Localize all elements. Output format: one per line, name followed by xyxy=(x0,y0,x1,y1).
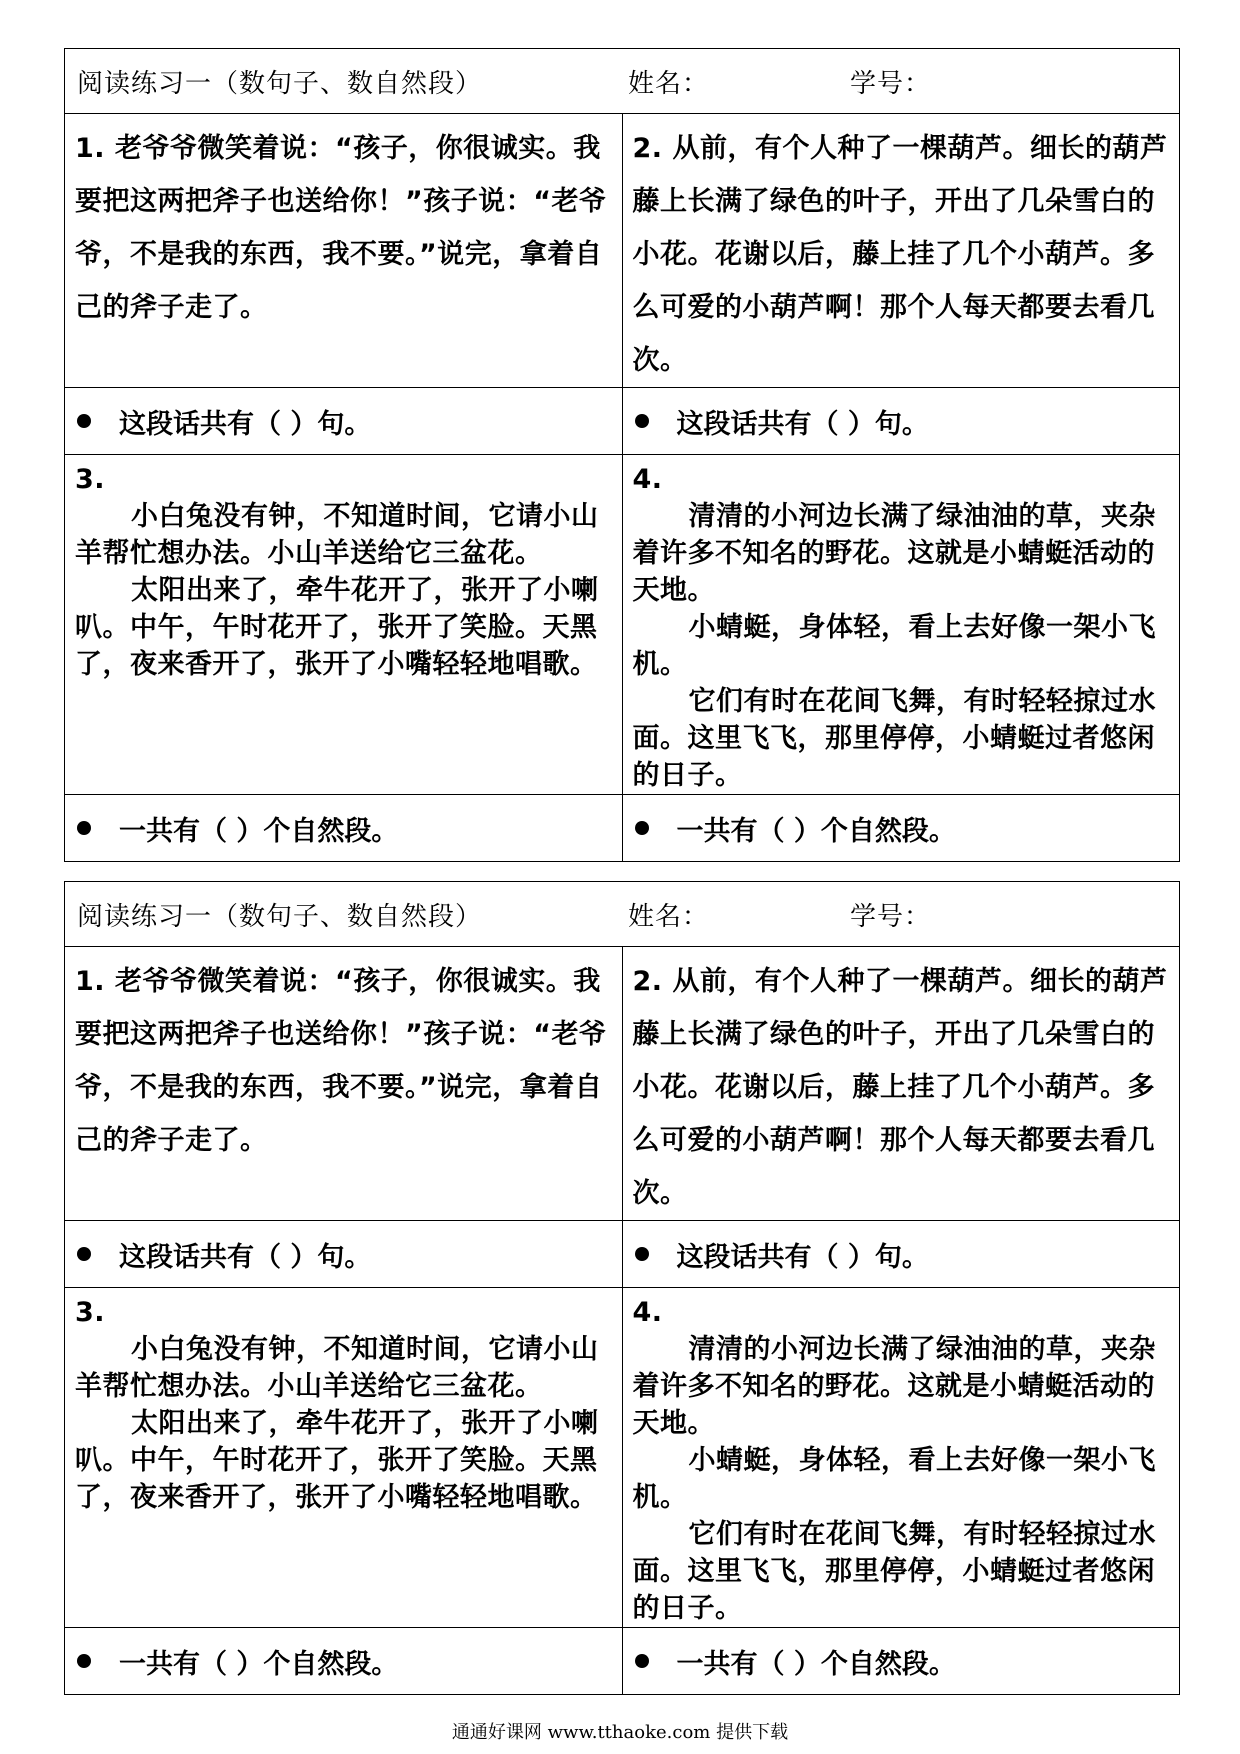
bullet-icon xyxy=(77,414,91,428)
question-1 xyxy=(65,388,623,455)
question-2-text: 这段话共有（ ）句。 xyxy=(676,408,929,440)
question-2 xyxy=(622,388,1180,455)
question-1 xyxy=(65,1221,623,1288)
paragraph: 小蜻蜓，身体轻，看上去好像一架小飞机。 xyxy=(632,1445,1156,1513)
question-4 xyxy=(622,795,1180,862)
paragraph: 清清的小河边长满了绿油油的草，夹杂着许多不知名的野花。这就是小蜻蜓活动的天地。 xyxy=(632,1334,1156,1439)
question-2 xyxy=(622,1221,1180,1288)
question-3-text: 一共有（ ）个自然段。 xyxy=(119,1648,399,1680)
bullet-icon xyxy=(635,821,649,835)
bullet-icon xyxy=(635,1247,649,1261)
student-id-label: 学号： xyxy=(850,68,932,99)
bullet-icon xyxy=(635,414,649,428)
bullet-icon xyxy=(77,1654,91,1668)
page-footer: 通通好课网 www.tthaoke.com 提供下载 xyxy=(451,1722,789,1743)
question-1-text: 这段话共有（ ）句。 xyxy=(119,408,372,440)
question-3-text: 一共有（ ）个自然段。 xyxy=(119,815,399,847)
bullet-icon xyxy=(635,1654,649,1668)
worksheet-header xyxy=(65,49,1180,114)
question-1-text: 这段话共有（ ）句。 xyxy=(119,1241,372,1273)
paragraph: 小白兔没有钟，不知道时间，它请小山羊帮忙想办法。小山羊送给它三盆花。 xyxy=(75,1334,599,1402)
question-4-text: 一共有（ ）个自然段。 xyxy=(676,815,956,847)
paragraph: 它们有时在花间飞舞，有时轻轻掠过水面。这里飞飞，那里停停，小蜻蜓过者悠闲的日子。 xyxy=(632,1519,1156,1624)
paragraph: 小蜻蜓，身体轻，看上去好像一架小飞机。 xyxy=(632,612,1156,680)
paragraph: 清清的小河边长满了绿油油的草，夹杂着许多不知名的野花。这就是小蜻蜓活动的天地。 xyxy=(632,501,1156,606)
question-3 xyxy=(65,795,623,862)
worksheet-title: 阅读练习一（数句子、数自然段） xyxy=(77,68,483,99)
passage-1: 1. 老爷爷微笑着说：“孩子，你很诚实。我要把这两把斧子也送给你！”孩子说：“老爷爷，不是我的东西，我不要。”说完，拿着自己的斧子走了。 xyxy=(65,947,623,1221)
question-4-text: 一共有（ ）个自然段。 xyxy=(676,1648,956,1680)
passage-3-number: 3. xyxy=(75,464,106,495)
passage-3 xyxy=(65,455,623,795)
name-label: 姓名： xyxy=(628,901,710,932)
paragraph: 小白兔没有钟，不知道时间，它请小山羊帮忙想办法。小山羊送给它三盆花。 xyxy=(75,501,599,569)
passage-4 xyxy=(622,1288,1180,1628)
worksheet-header xyxy=(65,882,1180,947)
passage-3 xyxy=(65,1288,623,1628)
name-label: 姓名： xyxy=(628,68,710,99)
question-2-text: 这段话共有（ ）句。 xyxy=(676,1241,929,1273)
paragraph: 太阳出来了，牵牛花开了，张开了小喇叭。中午，午时花开了，张开了笑脸。天黑了，夜来香开了，张开了小嘴轻轻地唱歌。 xyxy=(75,1408,599,1513)
worksheet-1 xyxy=(64,48,1180,862)
passage-3-number: 3. xyxy=(75,1297,106,1328)
question-4 xyxy=(622,1628,1180,1695)
question-3 xyxy=(65,1628,623,1695)
passage-4-number: 4. xyxy=(632,1297,663,1328)
student-id-label: 学号： xyxy=(850,901,932,932)
passage-2: 2. 从前，有个人种了一棵葫芦。细长的葫芦藤上长满了绿色的叶子，开出了几朵雪白的小花。花谢以后，藤上挂了几个小葫芦。多么可爱的小葫芦啊！那个人每天都要去看几次。 xyxy=(622,947,1180,1221)
passage-1: 1. 老爷爷微笑着说：“孩子，你很诚实。我要把这两把斧子也送给你！”孩子说：“老爷爷，不是我的东西，我不要。”说完，拿着自己的斧子走了。 xyxy=(65,114,623,388)
passage-4-number: 4. xyxy=(632,464,663,495)
passage-2: 2. 从前，有个人种了一棵葫芦。细长的葫芦藤上长满了绿色的叶子，开出了几朵雪白的小花。花谢以后，藤上挂了几个小葫芦。多么可爱的小葫芦啊！那个人每天都要去看几次。 xyxy=(622,114,1180,388)
paragraph: 它们有时在花间飞舞，有时轻轻掠过水面。这里飞飞，那里停停，小蜻蜓过者悠闲的日子。 xyxy=(632,686,1156,791)
worksheet-2 xyxy=(64,881,1180,1695)
bullet-icon xyxy=(77,1247,91,1261)
passage-4 xyxy=(622,455,1180,795)
paragraph: 太阳出来了，牵牛花开了，张开了小喇叭。中午，午时花开了，张开了笑脸。天黑了，夜来香开了，张开了小嘴轻轻地唱歌。 xyxy=(75,575,599,680)
worksheet-title: 阅读练习一（数句子、数自然段） xyxy=(77,901,483,932)
bullet-icon xyxy=(77,821,91,835)
